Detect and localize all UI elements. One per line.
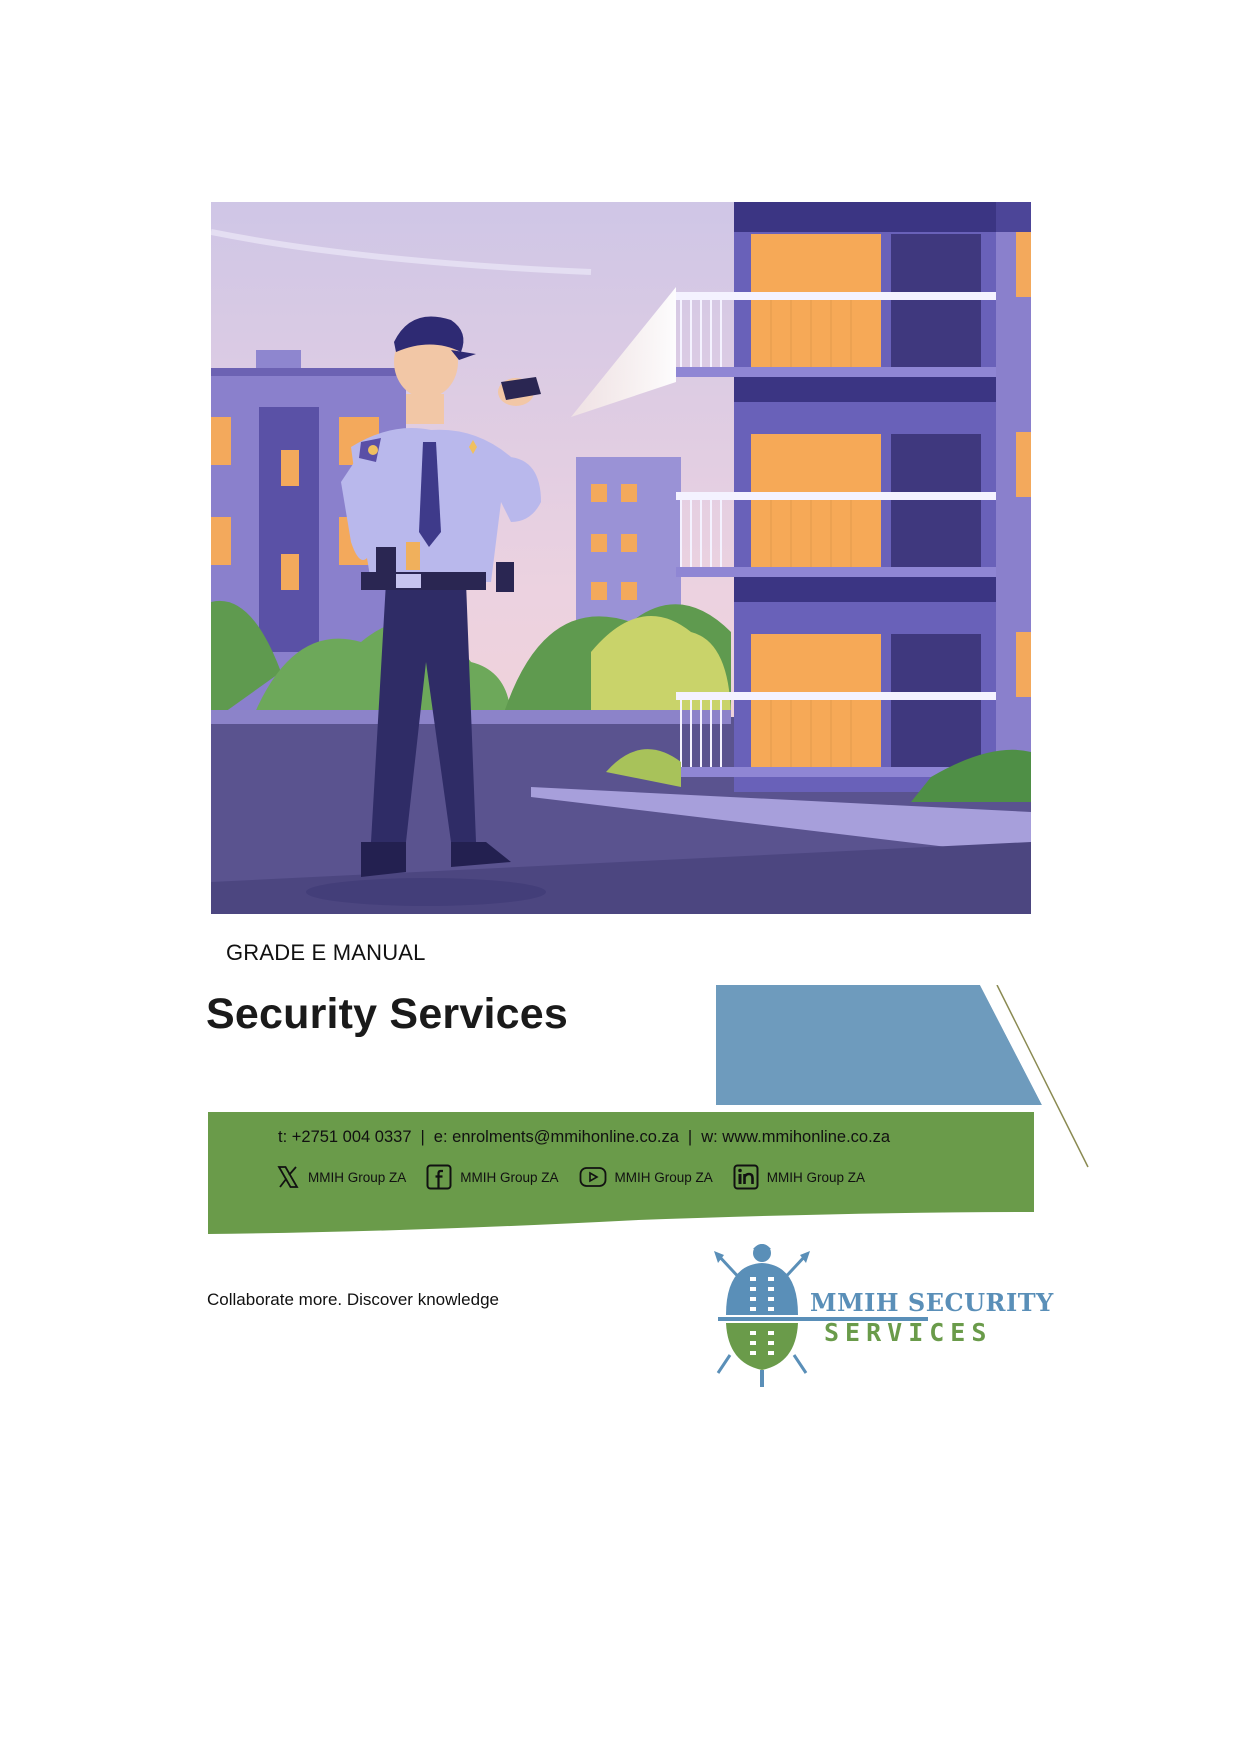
facebook-icon xyxy=(426,1164,452,1190)
logo-subtitle: SERVICES xyxy=(824,1318,993,1347)
social-item-x[interactable] xyxy=(276,1165,406,1189)
social-links xyxy=(276,1164,885,1190)
x-icon xyxy=(276,1165,300,1189)
youtube-icon xyxy=(579,1166,607,1188)
phone-number[interactable]: t: +2751 004 0337 xyxy=(278,1128,412,1146)
separator: | xyxy=(687,1128,693,1146)
separator: | xyxy=(420,1128,425,1146)
social-label: MMIH Group ZA xyxy=(460,1169,559,1185)
social-label: MMIH Group ZA xyxy=(614,1169,713,1185)
social-label: MMIH Group ZA xyxy=(766,1169,866,1185)
website-link[interactable]: w: www.mmihonline.co.za xyxy=(701,1128,891,1146)
email-address[interactable]: e: enrolments@mmihonline.co.za xyxy=(433,1128,679,1146)
tagline: Collaborate more. Discover knowledge xyxy=(207,1290,499,1309)
logo-title: MMIH SECURITY xyxy=(810,1288,1054,1317)
social-item-youtube[interactable] xyxy=(579,1166,713,1188)
linkedin-icon xyxy=(733,1164,759,1190)
page-title: Security Services xyxy=(206,990,568,1038)
social-item-linkedin[interactable] xyxy=(733,1164,865,1190)
hero-illustration xyxy=(211,202,1031,914)
contact-line xyxy=(278,1128,890,1147)
manual-grade-label: GRADE E MANUAL xyxy=(226,940,426,965)
social-label: MMIH Group ZA xyxy=(308,1169,407,1185)
contact-band xyxy=(208,1112,1034,1240)
social-item-facebook[interactable] xyxy=(426,1164,558,1190)
